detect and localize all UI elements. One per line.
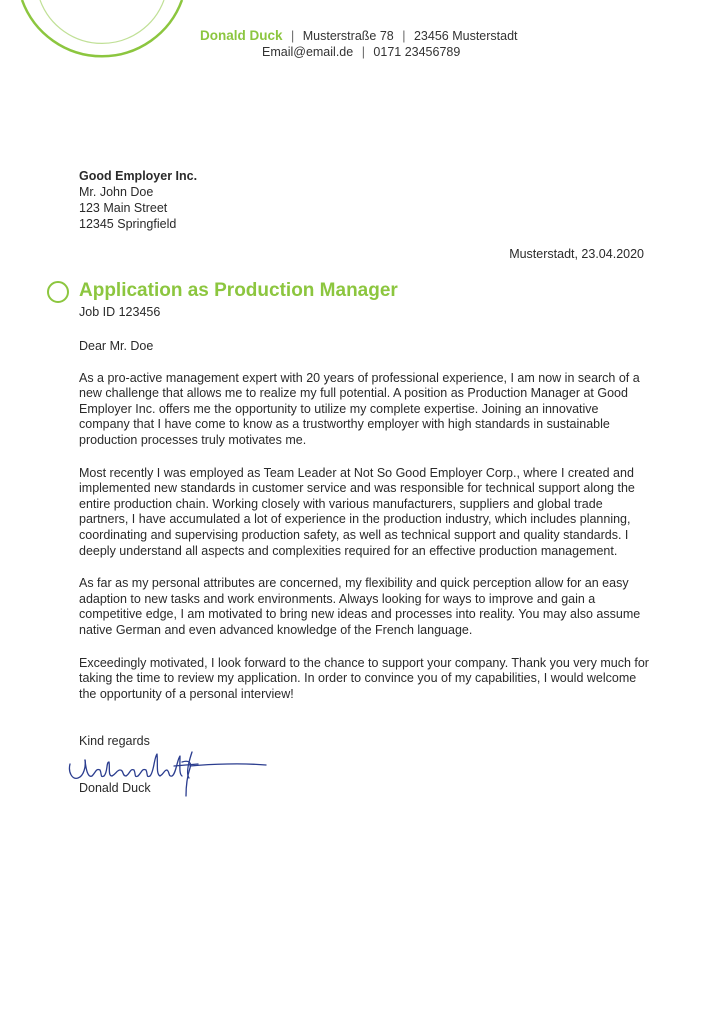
letter-date: Musterstadt, 23.04.2020 xyxy=(509,247,644,261)
body-paragraph: Most recently I was employed as Team Leader at Not So Good Employer Corp., where I created and implemented new standards in customer service and was responsible for technical support along the entire production chain. Working closely with various manufacturers, suppliers and global trade partners, I have accumulated a lot of experience in the production industry, which includes planning, coordinating and supervising production safety, as well as technical support and quality standards. I deeply understand all aspects and complexities required for an effective production management. xyxy=(79,465,635,558)
closing: Kind regards xyxy=(79,734,150,748)
recipient-city: 12345 Springfield xyxy=(79,217,177,231)
sender-phone: 0171 23456789 xyxy=(373,45,461,59)
circle-icon xyxy=(47,281,69,303)
subject-title: Application as Production Manager xyxy=(79,280,398,301)
sender-city: 23456 Musterstadt xyxy=(413,29,518,43)
separator: | xyxy=(402,29,406,43)
separator: | xyxy=(361,45,365,59)
salutation: Dear Mr. Doe xyxy=(79,339,154,353)
recipient-street: 123 Main Street xyxy=(79,201,168,215)
body-paragraph: Exceedingly motivated, I look forward to the chance to support your company. Thank you very much for taking the time to review my application. In order to convince you of my capabilities, I would welcome the opportunity of a personal interview! xyxy=(79,655,649,701)
body-paragraph: As far as my personal attributes are concerned, my flexibility and quick perception allow for an easy adaption to new tasks and work environments. Always looking for ways to improve and gain a competitive edge, I am motivated to bring new ideas and processes into reality. You may also assume native German and even advanced knowledge of the French language. xyxy=(79,576,641,637)
sender-street: Musterstraße 78 xyxy=(302,29,394,43)
decorative-arc xyxy=(0,0,200,60)
job-id: Job ID 123456 xyxy=(79,305,161,319)
sender-name: Donald Duck xyxy=(200,28,283,43)
letterhead xyxy=(200,28,518,60)
recipient-address xyxy=(79,168,197,232)
letter-body xyxy=(79,339,651,719)
body-paragraph: As a pro-active management expert with 20 years of professional experience, I am now in search of a new challenge that allows me to realize my full potential. A position as Production Manager at Good Employer Inc. offers me the opportunity to utilize my complete expertise. Joining an innovative company that I have come to know as a trustworthy employer with high standards in sustainable production processes truly motivates me. xyxy=(79,370,640,447)
recipient-contact: Mr. John Doe xyxy=(79,185,154,199)
recipient-company: Good Employer Inc. xyxy=(79,169,198,183)
signer-name: Donald Duck xyxy=(79,781,151,795)
separator: | xyxy=(291,29,295,43)
sender-email: Email@email.de xyxy=(262,45,354,59)
